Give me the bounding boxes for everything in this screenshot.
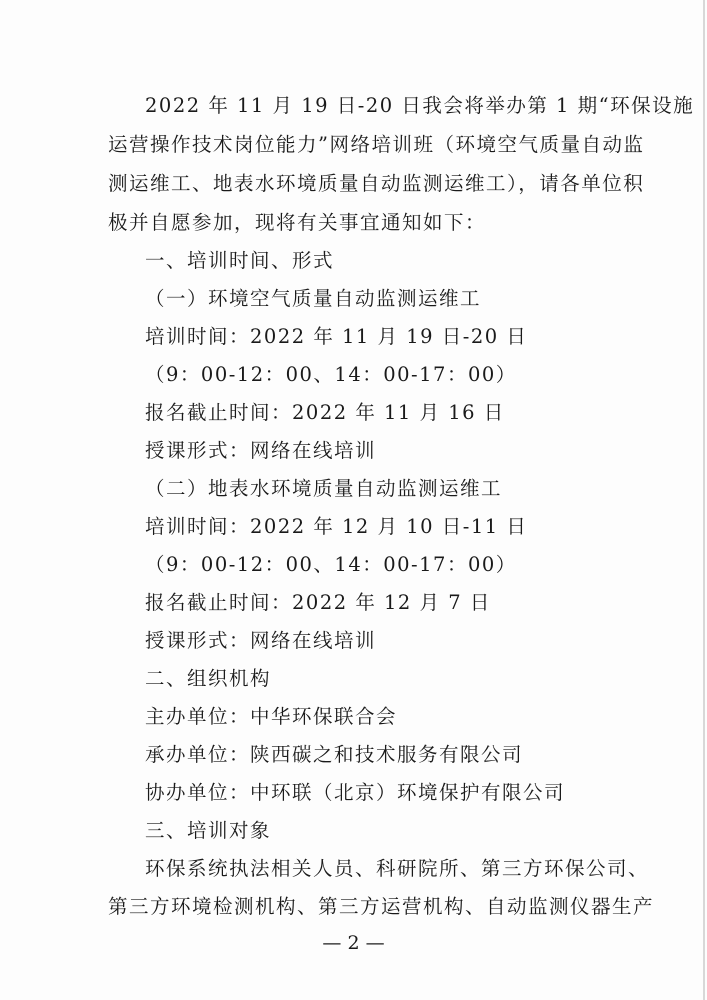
intro-line-1: 2022 年 11 月 19 日-20 日我会将举办第 1 期“环保设施: [145, 94, 695, 117]
target-line-2: 第三方环境检测机构、第三方运营机构、自动监测仪器生产: [108, 895, 655, 918]
subsection-heading-1: （一）环境空气质量自动监测运维工: [145, 287, 482, 310]
page-number: — 2 —: [322, 932, 385, 954]
training-time-1: 培训时间：2022 年 11 月 19 日-20 日: [145, 325, 528, 348]
undertaker: 承办单位：陕西碳之和技术服务有限公司: [145, 743, 524, 766]
intro-line-2: 运营操作技术岗位能力”网络培训班（环境空气质量自动监: [108, 133, 645, 156]
training-hours-2: （9：00-12：00、14：00-17：00）: [145, 553, 517, 576]
section-heading-2: 二、组织机构: [145, 667, 272, 690]
registration-deadline-2: 报名截止时间：2022 年 12 月 7 日: [145, 591, 491, 614]
intro-line-3: 测运维工、地表水环境质量自动监测运维工），请各单位积: [108, 172, 645, 195]
scan-edge-mark: [703, 0, 705, 1000]
teaching-format-1: 授课形式：网络在线培训: [145, 439, 377, 462]
section-heading-3: 三、培训对象: [145, 819, 272, 842]
training-time-2: 培训时间：2022 年 12 月 10 日-11 日: [145, 515, 528, 538]
teaching-format-2: 授课形式：网络在线培训: [145, 629, 377, 652]
training-hours-1: （9：00-12：00、14：00-17：00）: [145, 363, 517, 386]
intro-line-4: 极并自愿参加，现将有关事宜通知如下：: [108, 211, 487, 234]
co-organizer: 协办单位：中环联（北京）环境保护有限公司: [145, 781, 566, 804]
registration-deadline-1: 报名截止时间：2022 年 11 月 16 日: [145, 401, 505, 424]
organizer: 主办单位：中华环保联合会: [145, 705, 398, 728]
target-line-1: 环保系统执法相关人员、科研院所、第三方环保公司、: [145, 857, 650, 880]
section-heading-1: 一、培训时间、形式: [145, 249, 335, 272]
subsection-heading-2: （二）地表水环境质量自动监测运维工: [145, 477, 503, 500]
